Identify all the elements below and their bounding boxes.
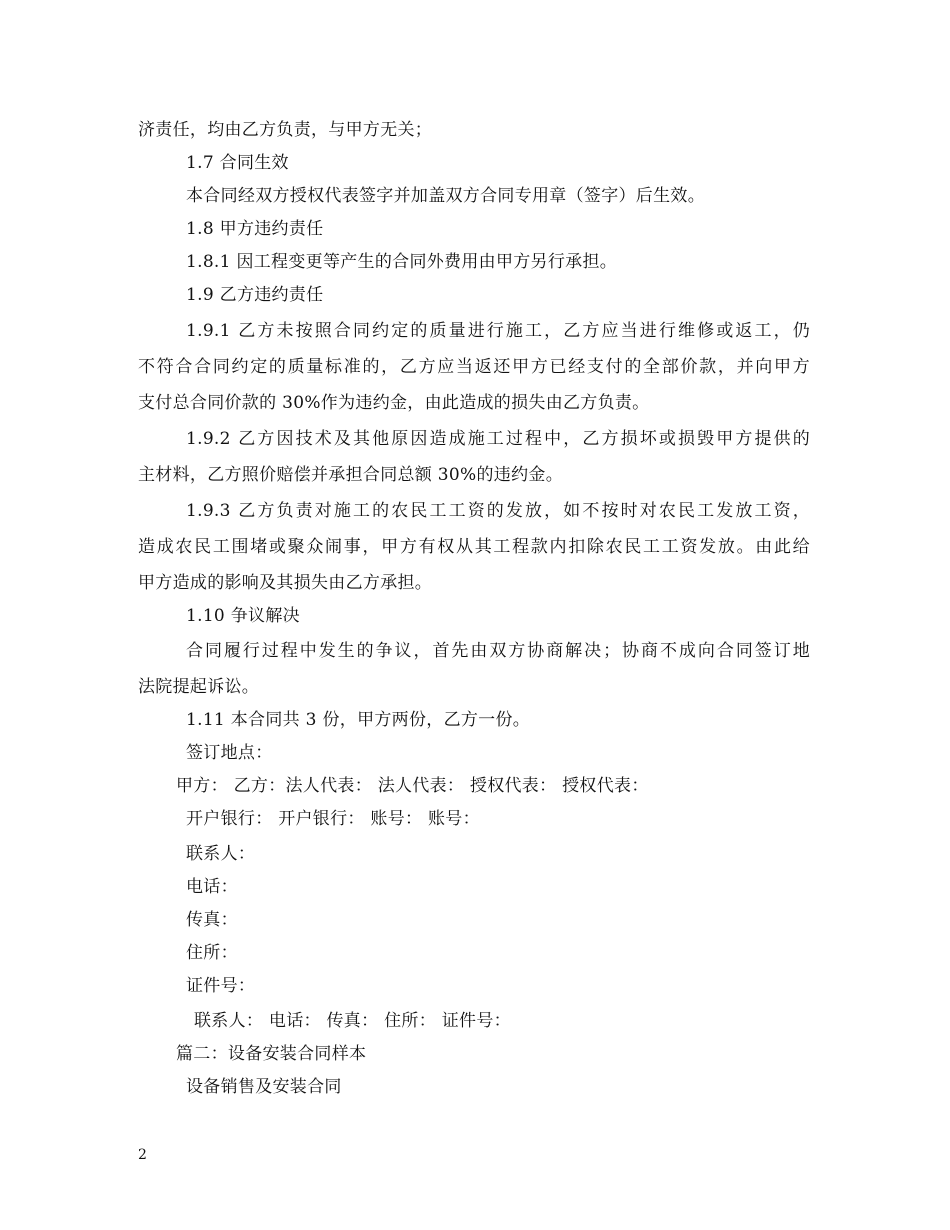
text-line: 济责任，均由乙方负责，与甲方无关； — [138, 120, 433, 140]
text-line: 1.9.1 乙方未按照合同约定的质量进行施工，乙方应当进行维修或返工，仍 — [186, 321, 810, 341]
signature-block-line: 电话： — [186, 877, 238, 897]
chapter-heading: 篇二：设备安装合同样本 — [176, 1044, 367, 1064]
text-line: 合同履行过程中发生的争议，首先由双方协商解决；协商不成向合同签订地 — [186, 641, 810, 661]
signature-block-line: 联系人： 电话： 传真： 住所： 证件号： — [194, 1011, 511, 1031]
text-line: 1.11 本合同共 3 份，甲方两份，乙方一份。 — [186, 710, 531, 730]
text-line: 甲方造成的影响及其损失由乙方承担。 — [138, 573, 433, 593]
text-line: 签订地点： — [186, 743, 273, 763]
signature-block-line: 证件号： — [186, 976, 256, 996]
document-title: 设备销售及安装合同 — [186, 1077, 342, 1097]
text-line: 1.8.1 因工程变更等产生的合同外费用由甲方另行承担。 — [186, 252, 618, 272]
text-line: 本合同经双方授权代表签字并加盖双方合同专用章（签字）后生效。 — [186, 186, 705, 206]
text-line: 1.9.2 乙方因技术及其他原因造成施工过程中，乙方损坏或损毁甲方提供的 — [186, 429, 810, 449]
text-line: 不符合合同约定的质量标准的，乙方应当返还甲方已经支付的全部价款，并向甲方 — [138, 357, 810, 377]
signature-block-line: 联系人： — [186, 844, 256, 864]
text-line: 主材料，乙方照价赔偿并承担合同总额 30%的违约金。 — [138, 465, 563, 485]
text-line: 支付总合同价款的 30%作为违约金，由此造成的损失由乙方负责。 — [138, 393, 650, 413]
section-heading: 1.9 乙方违约责任 — [186, 285, 324, 305]
section-heading: 1.10 争议解决 — [186, 606, 300, 626]
text-line: 1.9.3 乙方负责对施工的农民工工资的发放，如不按时对农民工发放工资， — [186, 501, 810, 521]
text-line: 造成农民工围堵或聚众闹事，甲方有权从其工程款内扣除农民工工资发放。由此给 — [138, 537, 810, 557]
signature-block-line: 甲方： 乙方：法人代表： 法人代表： 授权代表： 授权代表： — [176, 776, 649, 796]
page-number: 2 — [138, 1147, 147, 1163]
section-heading: 1.8 甲方违约责任 — [186, 219, 324, 239]
signature-block-line: 开户银行： 开户银行： 账号： 账号： — [186, 809, 480, 829]
text-line: 法院提起诉讼。 — [138, 677, 260, 697]
signature-block-line: 传真： — [186, 910, 238, 930]
signature-block-line: 住所： — [186, 943, 238, 963]
section-heading: 1.7 合同生效 — [186, 153, 289, 173]
